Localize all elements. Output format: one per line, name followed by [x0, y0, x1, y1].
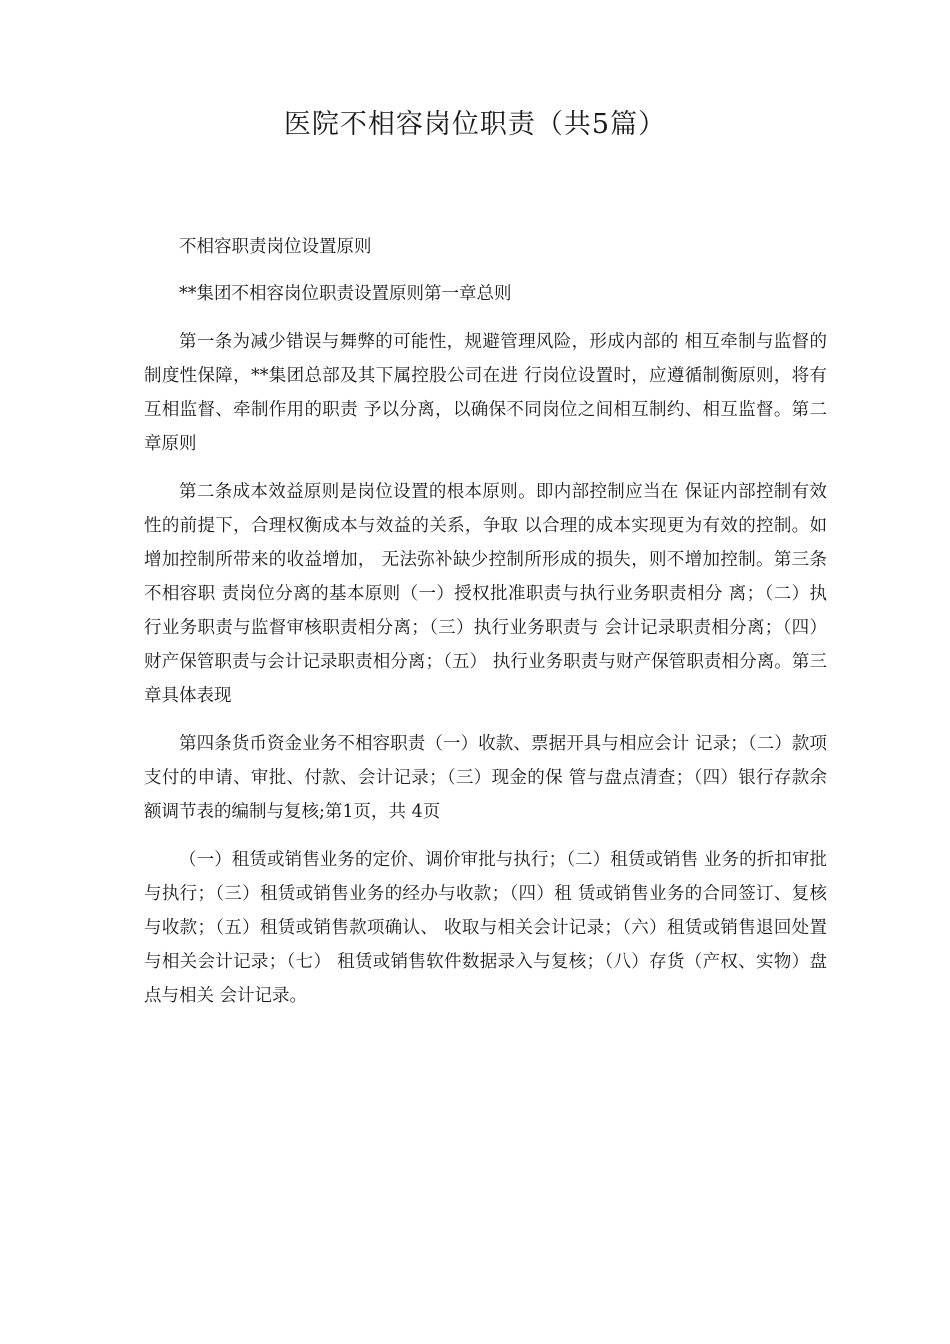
paragraph-lease-sales: （一）租赁或销售业务的定价、调价审批与执行；（二）租赁或销售 业务的折扣审批与执行；（三）租赁或销售业务的经办与收款；（四）租 赁或销售业务的合同签订、复核与收款；（五）租赁或销售款项确认、 收取与相关会计记录；（六）租赁或销售退回处置与相关会计记录；（七） 租赁或销售软件数据录入与复核；（八）存货（产权、实物）盘点与相关 会计记录。: [144, 850, 827, 1006]
section-heading: 不相容职责岗位设置原则: [179, 237, 372, 257]
document-title: 医院不相容岗位职责（共5篇）: [283, 109, 667, 140]
chapter-heading: **集团不相容岗位职责设置原则第一章总则: [179, 284, 512, 304]
document-body: [144, 230, 827, 1013]
paragraph-article-2: 第二条成本效益原则是岗位设置的根本原则。即内部控制应当在 保证内部控制有效性的前提下，合理权衡成本与效益的关系，争取 以合理的成本实现更为有效的控制。如增加控制所带来的收益增加， 无法弥补缺少控制所形成的损失，则不增加控制。第三条不相容职 责岗位分离的基本原则（一）授权批准职责与执行业务职责相分 离；（二）执行业务职责与监督审核职责相分离；（三）执行业务职责与 会计记录职责相分离；（四）财产保管职责与会计记录职责相分离；（五） 执行业务职责与财产保管职责相分离。第三章具体表现: [144, 482, 827, 706]
paragraph-article-1: 第一条为减少错误与舞弊的可能性，规避管理风险，形成内部的 相互牵制与监督的制度性保障，**集团总部及其下属控股公司在进 行岗位设置时，应遵循制衡原则，将有互相监督、牵制作用的职责 予以分离，以确保不同岗位之间相互制约、相互监督。第二章原则: [144, 332, 827, 454]
paragraph-article-4: 第四条货币资金业务不相容职责（一）收款、票据开具与相应会计 记录；（二）款项支付的申请、审批、付款、会计记录；（三）现金的保 管与盘点清查；（四）银行存款余额调节表的编制与复核;第1页，共 4页: [144, 734, 827, 822]
